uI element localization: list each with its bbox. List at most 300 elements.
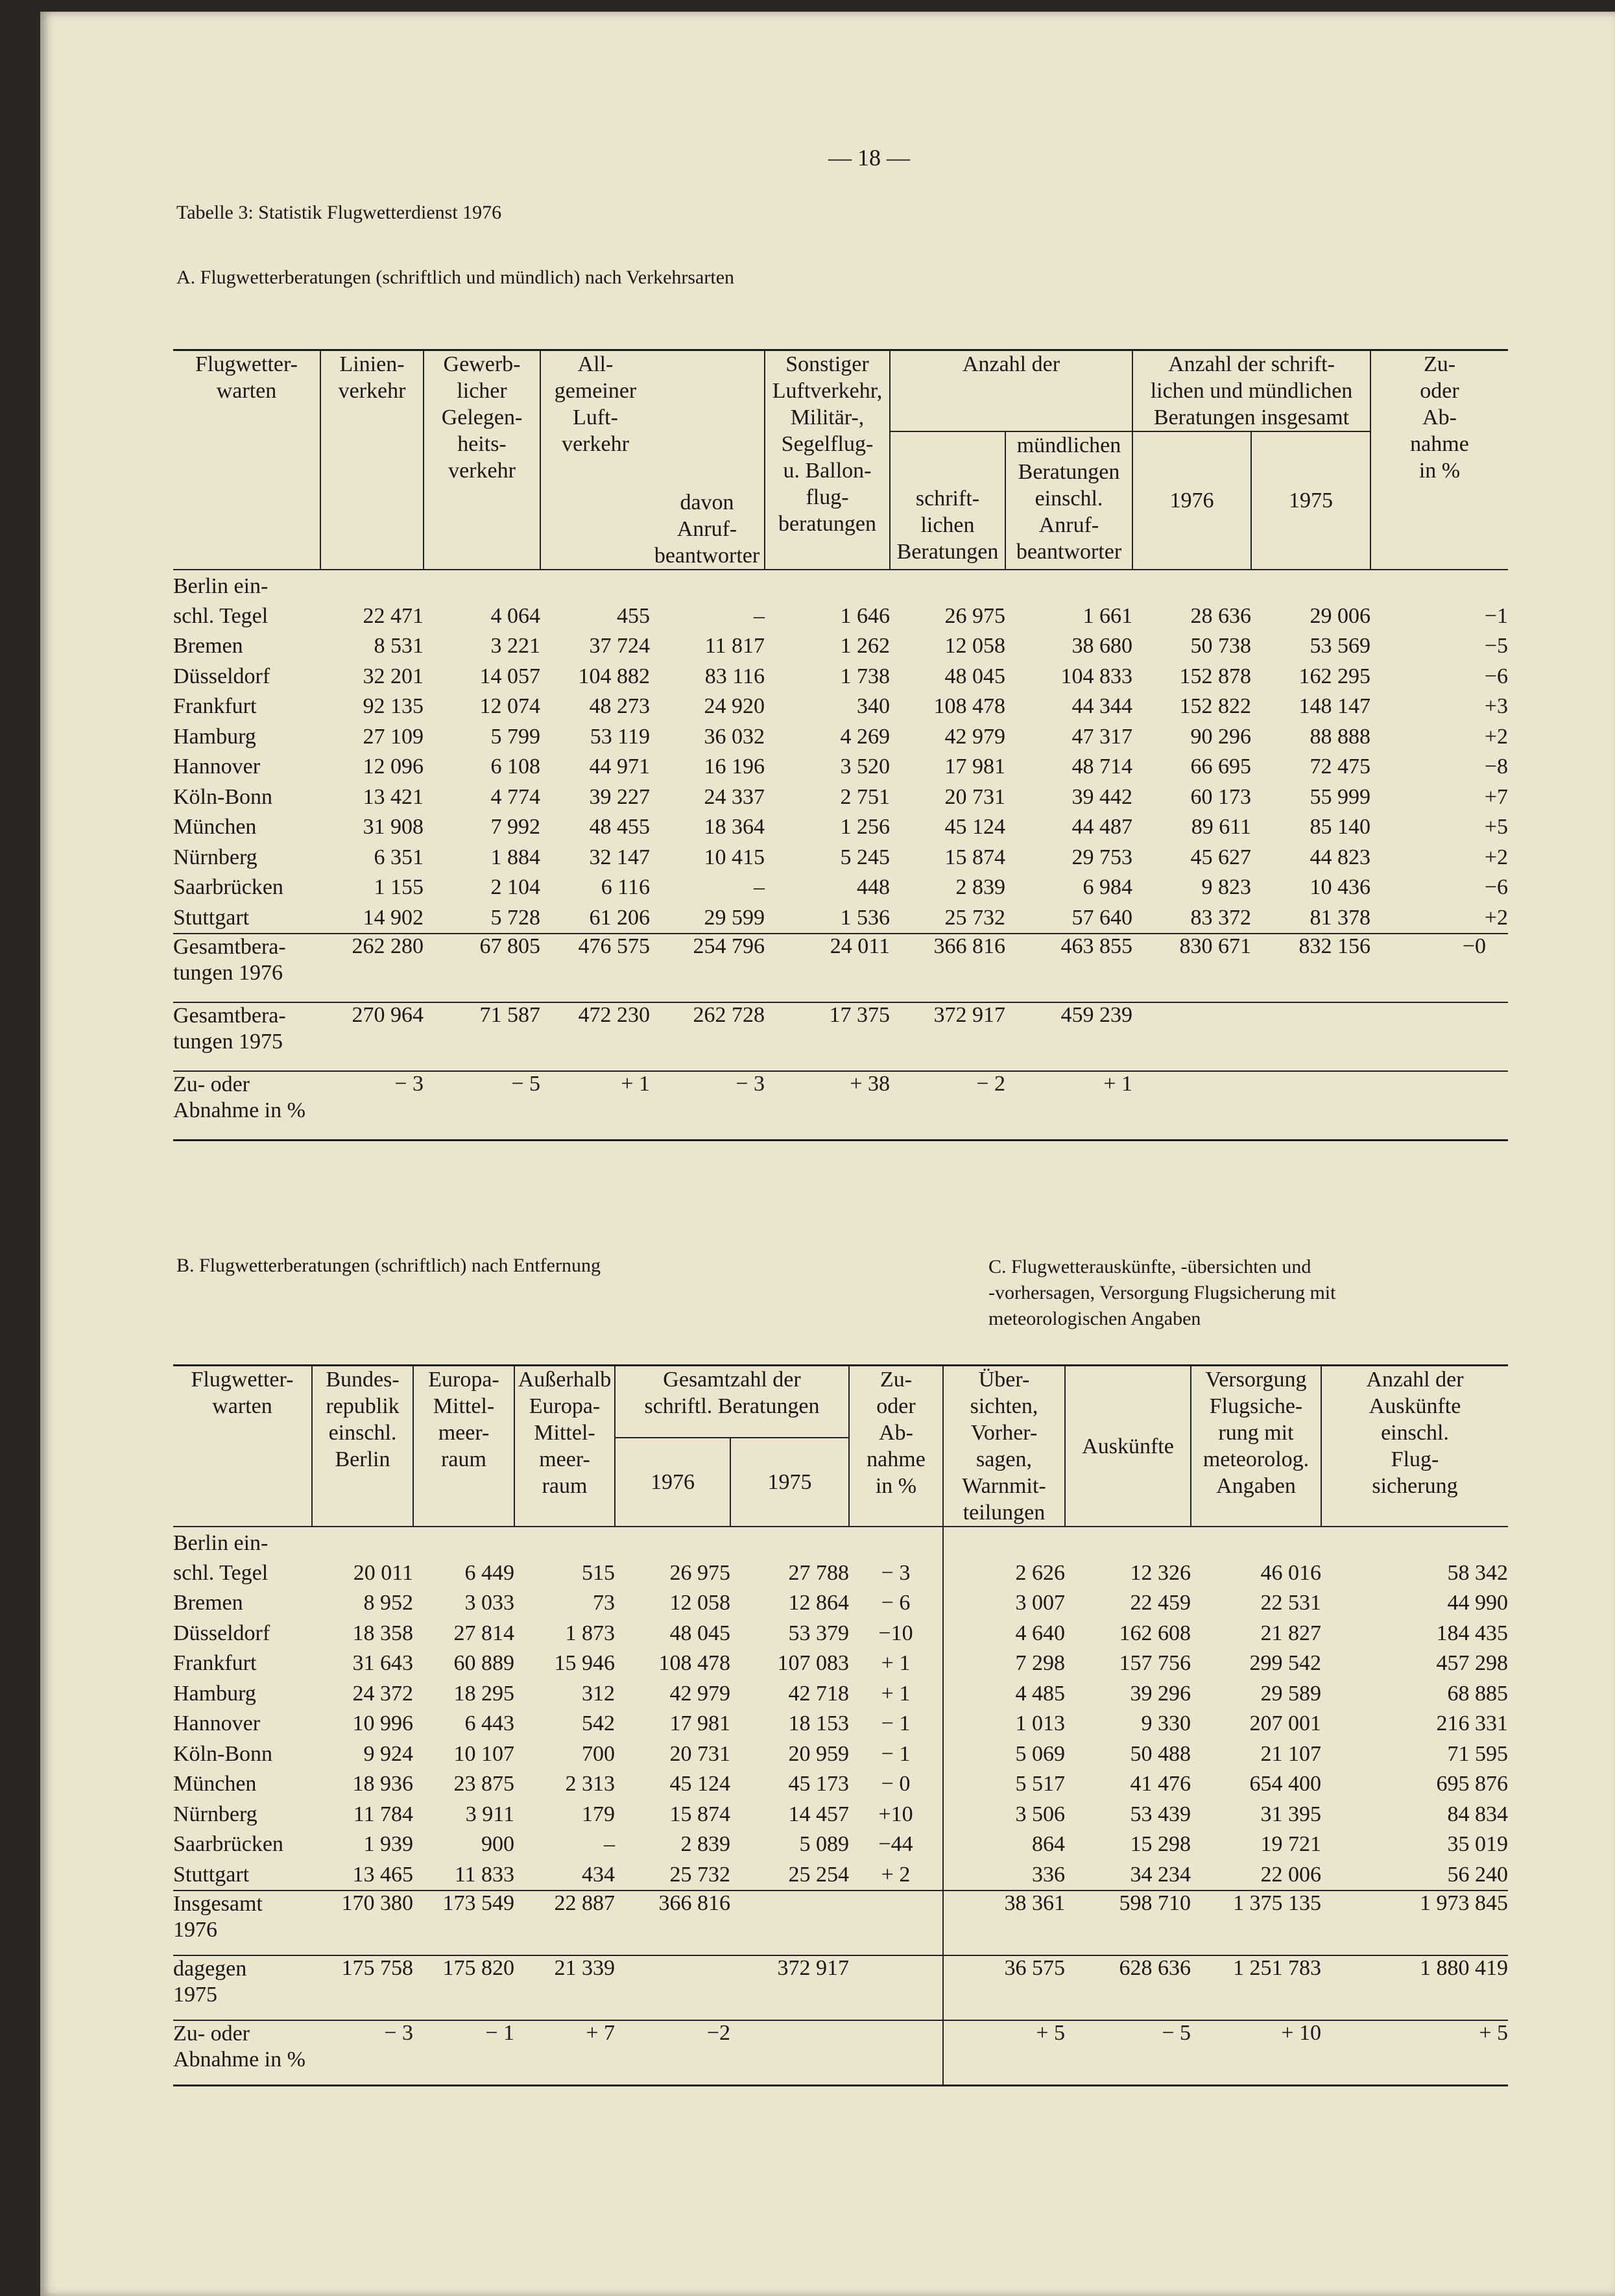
table-cell: 18 358	[352, 1621, 413, 1645]
a-header-allgemein: All- gemeiner Luft- verkehr	[540, 350, 650, 570]
table-cell: −1	[1484, 603, 1508, 628]
table-cell: 12 326	[1130, 1560, 1191, 1585]
table-cell: 25 732	[944, 905, 1005, 930]
total-cell	[1370, 1002, 1508, 1071]
total-cell: + 10	[1191, 2020, 1321, 2086]
table-row	[173, 570, 1508, 631]
a-header-schriftlich: schrift- lichen Beratungen	[890, 431, 1005, 570]
table-cell: 36 032	[704, 724, 765, 749]
table-cell: 17 981	[944, 755, 1005, 779]
table-cell: 13 421	[363, 784, 424, 809]
table-cell: 1 873	[565, 1621, 615, 1645]
table-cell: 12 864	[788, 1591, 849, 1615]
station-name: Stuttgart	[173, 1862, 250, 1887]
table-cell: 6 108	[490, 755, 540, 779]
table-cell: 71 595	[1447, 1741, 1508, 1766]
table-cell: 695 876	[1436, 1772, 1508, 1796]
table-cell: 14 457	[788, 1802, 849, 1826]
table-cell: 53 439	[1130, 1802, 1191, 1826]
table-row	[173, 692, 1508, 722]
table-cell: 148 147	[1298, 694, 1370, 718]
table-cell: 85 140	[1310, 815, 1370, 839]
table-cell: 6 116	[601, 875, 650, 899]
total-cell: 628 636	[1065, 1955, 1191, 2020]
c-header-auskuenfte: Auskünfte	[1065, 1366, 1191, 1527]
table-cell: 46 016	[1260, 1560, 1321, 1585]
table-cell: 57 640	[1071, 905, 1132, 930]
total-cell: 270 964	[320, 1002, 424, 1071]
station-name: Frankfurt	[173, 1651, 257, 1675]
table-title: Tabelle 3: Statistik Flugwetterdienst 1976	[176, 202, 502, 223]
table-cell: 216 331	[1436, 1711, 1508, 1735]
table-cell: 21 827	[1260, 1621, 1321, 1645]
table-row	[173, 843, 1508, 873]
total-cell: 173 549	[413, 1891, 514, 1955]
a-header-1975: 1975	[1251, 431, 1370, 570]
table-cell: 17 981	[669, 1711, 730, 1735]
b-header-gesamtzahl: Gesamtzahl der schriftl. Beratungen	[615, 1366, 849, 1438]
table-cell: 18 364	[704, 815, 765, 839]
table-cell: 22 006	[1260, 1862, 1321, 1887]
table-cell: −6	[1484, 664, 1508, 688]
station-name: Nürnberg	[173, 1802, 257, 1826]
table-cell: 2 751	[840, 784, 890, 809]
total-cell: 254 796	[650, 934, 765, 1002]
table-cell: 73	[593, 1591, 615, 1615]
table-cell: 184 435	[1436, 1621, 1508, 1645]
station-name: Frankfurt	[173, 694, 257, 718]
station-name: Hamburg	[173, 1681, 256, 1706]
page-number: — 18 —	[828, 145, 910, 171]
table-cell: 88 888	[1310, 724, 1370, 749]
table-cell: 108 478	[933, 694, 1005, 718]
total-cell: 372 917	[890, 1002, 1005, 1071]
table-cell: − 0	[881, 1772, 911, 1796]
table-cell: 10 107	[453, 1741, 514, 1766]
a-header-sonstiger: Sonstiger Luftverkehr, Militär-, Segelflug- u. Ballon- flug- beratungen	[765, 350, 890, 570]
table-cell: 32 201	[363, 664, 424, 688]
table-cell: 29 006	[1310, 603, 1370, 628]
table-row	[173, 1769, 1508, 1800]
table-row	[173, 752, 1508, 782]
table-cell: 42 979	[944, 724, 1005, 749]
station-name: Hamburg	[173, 724, 256, 749]
total-cell: 463 855	[1005, 934, 1132, 1002]
table-cell: 31 643	[352, 1651, 413, 1675]
table-cell: 24 372	[352, 1681, 413, 1706]
station-name: Berlin ein- schl. Tegel	[173, 1531, 269, 1585]
total-cell: 262 280	[320, 934, 424, 1002]
table-cell: +5	[1484, 815, 1508, 839]
total-cell: 1 880 419	[1321, 1955, 1508, 2020]
station-name: Berlin ein- schl. Tegel	[173, 574, 269, 628]
table-cell: 27 814	[453, 1621, 514, 1645]
table-cell: 90 296	[1190, 724, 1251, 749]
table-cell: 13 465	[352, 1862, 413, 1887]
table-cell: 107 083	[777, 1651, 849, 1675]
table-cell: 6 449	[464, 1560, 514, 1585]
total-cell	[849, 1891, 943, 1955]
table-cell: 22 471	[363, 603, 424, 628]
table-cell: 4 064	[490, 603, 540, 628]
table-cell: + 2	[881, 1862, 911, 1887]
table-cell: 1 536	[840, 905, 890, 930]
table-cell: 10 996	[352, 1711, 413, 1735]
total-label: Zu- oder Abnahme in %	[173, 1071, 320, 1141]
total-cell: + 5	[943, 2020, 1065, 2086]
table-cell: 48 045	[944, 664, 1005, 688]
table-cell: 8 531	[374, 634, 424, 658]
table-cell: 336	[943, 1860, 1065, 1891]
station-name: Saarbrücken	[173, 1832, 283, 1856]
table-cell: 1 939	[363, 1832, 413, 1856]
table-cell: 7 992	[490, 815, 540, 839]
total-cell: 22 887	[514, 1891, 615, 1955]
table-cell: 26 975	[944, 603, 1005, 628]
total-cell: − 3	[650, 1071, 765, 1141]
table-cell: 27 109	[363, 724, 424, 749]
total-cell: + 38	[765, 1071, 890, 1141]
table-cell: +2	[1484, 905, 1508, 930]
table-cell: 7 298	[943, 1649, 1065, 1679]
total-cell	[1370, 1071, 1508, 1141]
total-cell: 1 973 845	[1321, 1891, 1508, 1955]
table-cell: 5 069	[943, 1739, 1065, 1770]
table-cell: 23 875	[453, 1772, 514, 1796]
b-header-station: Flugwetter- warten	[191, 1368, 294, 1418]
total-label: Zu- oder Abnahme in %	[173, 2020, 312, 2086]
total-cell	[849, 1955, 943, 2020]
table-cell: 1 013	[943, 1709, 1065, 1739]
table-cell: 39 227	[589, 784, 650, 809]
total-cell	[730, 1891, 849, 1955]
section-c-caption: C. Flugwetterauskünfte, -übersichten und -vorhersagen, Versorgung Flugsicherung mit meteorologischen Angaben	[988, 1256, 1336, 1329]
a-header-zu-abnahme: Zu- oder Ab- nahme in %	[1370, 350, 1508, 570]
total-cell	[849, 2020, 943, 2086]
total-cell	[615, 1955, 730, 2020]
table-cell: 48 045	[669, 1621, 730, 1645]
total-cell: 1 251 783	[1191, 1955, 1321, 2020]
table-cell: 700	[582, 1741, 615, 1766]
table-cell: 4 485	[943, 1679, 1065, 1710]
total-label: Insgesamt 1976	[173, 1891, 312, 1955]
table-cell: 31 395	[1260, 1802, 1321, 1826]
table-cell: 53 569	[1310, 634, 1370, 658]
table-cell: 10 436	[1310, 875, 1370, 899]
table-cell: 47 317	[1071, 724, 1132, 749]
table-cell: 4 269	[840, 724, 890, 749]
table-cell: 1 738	[840, 664, 890, 688]
table-cell: 24 920	[704, 694, 765, 718]
table-cell: 44 344	[1071, 694, 1132, 718]
table-cell: 18 295	[453, 1681, 514, 1706]
total-cell: 71 587	[424, 1002, 540, 1071]
section-b-caption: B. Flugwetterberatungen (schriftlich) nach Entfernung	[176, 1255, 601, 1276]
total-cell: 1 375 135	[1191, 1891, 1321, 1955]
total-cell	[1132, 1002, 1251, 1071]
table-row	[173, 662, 1508, 692]
total-cell: 598 710	[1065, 1891, 1191, 1955]
table-cell: 31 908	[363, 815, 424, 839]
table-cell: 50 488	[1130, 1741, 1191, 1766]
table-row	[173, 1709, 1508, 1739]
table-cell: 44 990	[1447, 1591, 1508, 1615]
table-cell: 60 889	[453, 1651, 514, 1675]
table-cell: 3 506	[943, 1800, 1065, 1830]
table-cell: 20 011	[353, 1560, 413, 1585]
table-cell: 654 400	[1249, 1772, 1321, 1796]
table-cell: 26 975	[669, 1560, 730, 1585]
table-cell: –	[754, 603, 765, 628]
table-cell: 4 640	[943, 1619, 1065, 1649]
table-cell: –	[754, 875, 765, 899]
table-cell: 312	[582, 1681, 615, 1706]
a-header-anzahl: Anzahl der	[890, 350, 1132, 432]
total-cell: 175 758	[312, 1955, 413, 2020]
table-cell: 12 074	[479, 694, 540, 718]
table-cell: 22 459	[1130, 1591, 1191, 1615]
table-cell: + 1	[881, 1681, 911, 1706]
total-cell: + 7	[514, 2020, 615, 2086]
station-name: München	[173, 1772, 257, 1796]
table-cell: 14 902	[363, 905, 424, 930]
table-cell: −44	[878, 1832, 913, 1856]
table-cell: 81 378	[1310, 905, 1370, 930]
total-cell: 366 816	[615, 1891, 730, 1955]
table-cell: − 6	[881, 1591, 911, 1615]
table-cell: 8 952	[363, 1591, 413, 1615]
station-name: Hannover	[173, 1711, 261, 1735]
table-cell: 340	[857, 694, 890, 718]
table-cell: 515	[582, 1560, 615, 1585]
table-cell: 44 487	[1071, 815, 1132, 839]
total-cell: 459 239	[1005, 1002, 1132, 1071]
table-a	[173, 349, 1508, 1141]
table-cell: 4 774	[490, 784, 540, 809]
table-cell: 104 833	[1060, 664, 1132, 688]
a-header-station: Flugwetter- warten	[195, 352, 298, 403]
table-cell: 92 135	[363, 694, 424, 718]
station-name: Bremen	[173, 634, 243, 658]
total-row	[173, 934, 1508, 1002]
table-cell: 18 153	[788, 1711, 849, 1735]
table-cell: − 3	[881, 1560, 911, 1585]
table-cell: + 1	[881, 1651, 911, 1675]
total-cell: 366 816	[890, 934, 1005, 1002]
total-cell: 67 805	[424, 934, 540, 1002]
table-cell: 42 979	[669, 1681, 730, 1706]
table-cell: 32 147	[589, 845, 650, 869]
b-header-1976: 1976	[615, 1438, 730, 1527]
table-cell: 12 058	[669, 1591, 730, 1615]
table-cell: 5 728	[490, 905, 540, 930]
table-cell: 53 119	[590, 724, 650, 749]
table-row	[173, 1649, 1508, 1679]
total-cell: 24 011	[765, 934, 890, 1002]
table-cell: 15 946	[554, 1651, 615, 1675]
station-name: Nürnberg	[173, 845, 257, 869]
table-row	[173, 1830, 1508, 1860]
total-cell: 262 728	[650, 1002, 765, 1071]
table-cell: 6 443	[464, 1711, 514, 1735]
table-cell: 14 057	[479, 664, 540, 688]
table-cell: 1 661	[1083, 603, 1132, 628]
table-cell: 542	[582, 1711, 615, 1735]
table-cell: 5 517	[943, 1769, 1065, 1800]
table-cell: 3 911	[465, 1802, 514, 1826]
table-cell: 19 721	[1260, 1832, 1321, 1856]
table-cell: 84 834	[1447, 1802, 1508, 1826]
table-row	[173, 1860, 1508, 1891]
table-cell: 21 107	[1260, 1741, 1321, 1766]
table-row	[173, 1739, 1508, 1770]
table-row	[173, 1619, 1508, 1649]
total-cell: 476 575	[540, 934, 650, 1002]
table-cell: 1 884	[490, 845, 540, 869]
table-cell: 157 756	[1119, 1651, 1191, 1675]
table-cell: 1 256	[840, 815, 890, 839]
table-cell: +3	[1484, 694, 1508, 718]
total-cell: + 1	[540, 1071, 650, 1141]
table-cell: 44 823	[1310, 845, 1370, 869]
total-row	[173, 1891, 1508, 1955]
total-cell: 372 917	[730, 1955, 849, 2020]
a-header-linien: Linien- verkehr	[320, 350, 424, 570]
table-cell: 83 372	[1190, 905, 1251, 930]
table-cell: 5 245	[840, 845, 890, 869]
a-header-davon: davon Anruf- beantworter	[654, 490, 760, 568]
table-cell: 11 817	[704, 634, 765, 658]
table-cell: 29 599	[704, 905, 765, 930]
total-cell: 472 230	[540, 1002, 650, 1071]
table-cell: +7	[1484, 784, 1508, 809]
table-cell: 6 984	[1083, 875, 1132, 899]
table-cell: +2	[1484, 724, 1508, 749]
station-name: Düsseldorf	[173, 664, 270, 688]
table-cell: 1 155	[374, 875, 424, 899]
total-row	[173, 1002, 1508, 1071]
table-row	[173, 903, 1508, 934]
total-cell: − 3	[312, 2020, 413, 2086]
b-header-europa: Europa- Mittel- meer- raum	[413, 1366, 514, 1527]
table-cell: 299 542	[1249, 1651, 1321, 1675]
total-row	[173, 2020, 1508, 2086]
table-cell: +10	[878, 1802, 913, 1826]
table-cell: 45 627	[1190, 845, 1251, 869]
table-cell: 38 680	[1071, 634, 1132, 658]
table-cell: − 1	[881, 1711, 911, 1735]
table-cell: 89 611	[1191, 815, 1251, 839]
total-cell: − 2	[890, 1071, 1005, 1141]
table-cell: 9 823	[1201, 875, 1251, 899]
table-cell: 53 379	[788, 1621, 849, 1645]
table-cell: 20 731	[944, 784, 1005, 809]
table-cell: 1 262	[840, 634, 890, 658]
total-cell: − 1	[413, 2020, 514, 2086]
table-cell: 9 924	[363, 1741, 413, 1766]
table-cell: 20 959	[788, 1741, 849, 1766]
table-cell: 2 839	[680, 1832, 730, 1856]
table-cell: 12 058	[944, 634, 1005, 658]
table-cell: 42 718	[788, 1681, 849, 1706]
total-cell: 36 575	[943, 1955, 1065, 2020]
table-cell: 3 221	[490, 634, 540, 658]
total-cell: −2	[615, 2020, 730, 2086]
table-cell: 60 173	[1190, 784, 1251, 809]
table-row	[173, 722, 1508, 753]
total-cell: + 5	[1321, 2020, 1508, 2086]
table-cell: 39 442	[1071, 784, 1132, 809]
table-b-c	[173, 1364, 1508, 2086]
table-cell: −8	[1484, 755, 1508, 779]
station-name: Hannover	[173, 755, 261, 779]
table-cell: 5 089	[799, 1832, 849, 1856]
table-cell: 56 240	[1447, 1862, 1508, 1887]
table-cell: 16 196	[704, 755, 765, 779]
table-cell: 39 296	[1130, 1681, 1191, 1706]
station-name: Stuttgart	[173, 905, 250, 930]
table-cell: 179	[582, 1802, 615, 1826]
table-cell: 11 833	[454, 1862, 514, 1887]
table-row	[173, 631, 1508, 662]
table-cell: 66 695	[1190, 755, 1251, 779]
a-header-muendlich: mündlichen Beratungen einschl. Anruf- beantworter	[1005, 431, 1132, 570]
table-cell: 72 475	[1310, 755, 1370, 779]
section-a-caption: A. Flugwetterberatungen (schriftlich und mündlich) nach Verkehrsarten	[176, 267, 735, 288]
table-cell: 15 874	[669, 1802, 730, 1826]
table-cell: 108 478	[658, 1651, 730, 1675]
b-header-ausserhalb: Außerhalb Europa- Mittel- meer- raum	[514, 1366, 615, 1527]
a-header-insgesamt: Anzahl der schrift- lichen und mündlichen Beratungen insgesamt	[1132, 350, 1370, 432]
table-cell: 900	[481, 1832, 514, 1856]
table-row	[173, 782, 1508, 813]
table-cell: −10	[878, 1621, 913, 1645]
table-cell: 35 019	[1447, 1832, 1508, 1856]
table-cell: 45 124	[669, 1772, 730, 1796]
table-cell: 2 313	[565, 1772, 615, 1796]
table-cell: 2 626	[943, 1527, 1065, 1588]
table-row	[173, 1800, 1508, 1830]
c-header-versorgung: Versorgung Flugsiche- rung mit meteorolog. Angaben	[1191, 1366, 1321, 1527]
table-cell: 27 788	[788, 1560, 849, 1585]
table-cell: 15 298	[1130, 1832, 1191, 1856]
station-name: Köln-Bonn	[173, 1741, 272, 1766]
table-cell: 3 520	[840, 755, 890, 779]
table-cell: 29 589	[1260, 1681, 1321, 1706]
total-cell: 17 375	[765, 1002, 890, 1071]
total-row	[173, 1071, 1508, 1141]
table-cell: 162 608	[1119, 1621, 1191, 1645]
b-header-brd: Bundes- republik einschl. Berlin	[312, 1366, 413, 1527]
table-row	[173, 873, 1508, 903]
total-cell: 175 820	[413, 1955, 514, 2020]
table-cell: 448	[857, 875, 890, 899]
total-label: Gesamtbera- tungen 1976	[173, 934, 320, 1002]
station-name: Saarbrücken	[173, 875, 283, 899]
table-cell: 9 330	[1141, 1711, 1191, 1735]
table-cell: 18 936	[352, 1772, 413, 1796]
table-cell: 455	[617, 603, 650, 628]
total-cell	[1132, 1071, 1251, 1141]
c-header-uebersichten: Über- sichten, Vorher- sagen, Warnmit- teilungen	[943, 1366, 1065, 1527]
table-row	[173, 1588, 1508, 1619]
table-row	[173, 1527, 1508, 1588]
total-cell: + 1	[1005, 1071, 1132, 1141]
total-cell: 830 671	[1132, 934, 1251, 1002]
table-cell: 2 104	[490, 875, 540, 899]
total-cell: 21 339	[514, 1955, 615, 2020]
table-cell: 10 415	[704, 845, 765, 869]
